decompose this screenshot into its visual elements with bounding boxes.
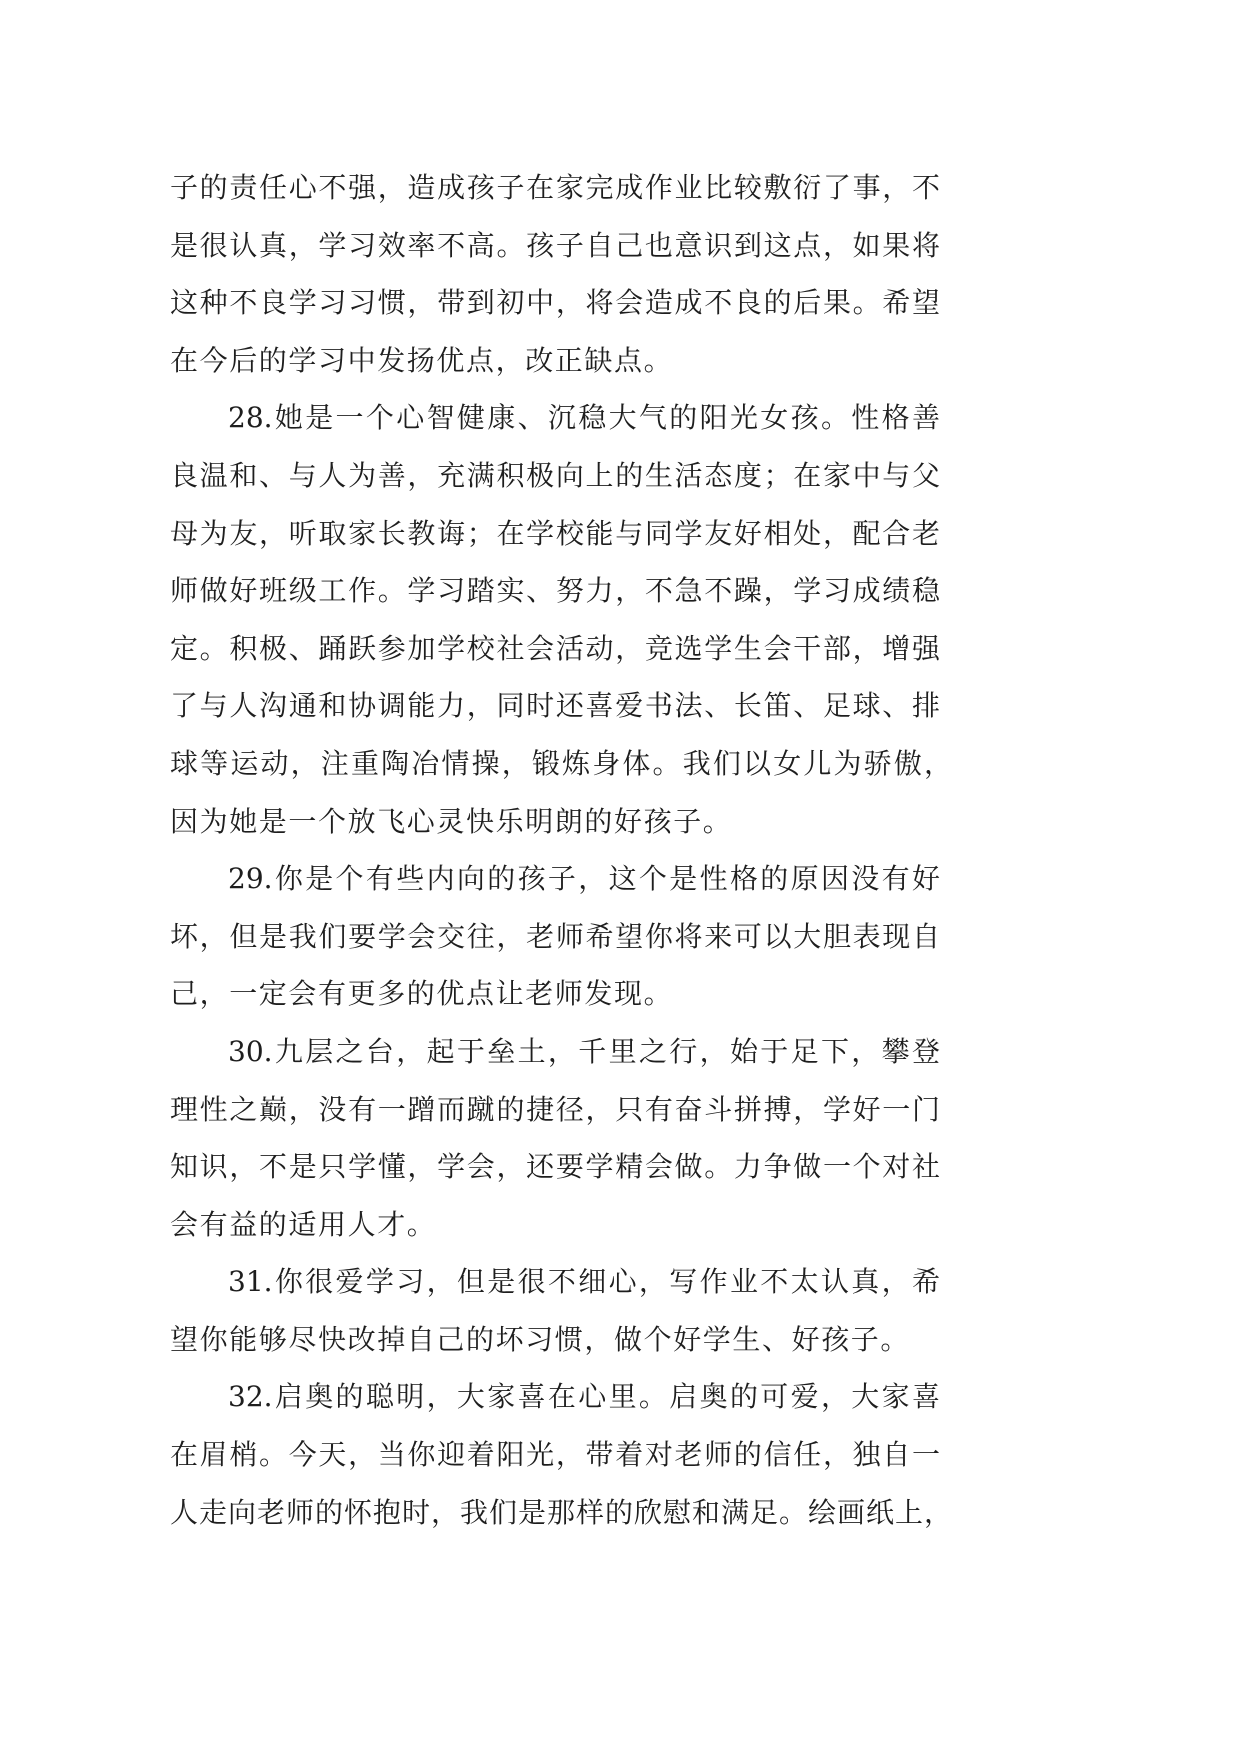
body-text <box>170 159 952 1541</box>
text-line: 望你能够尽快改掉自己的坏习惯，做个好学生、好孩子。 <box>170 1322 911 1356</box>
paragraph-31 <box>170 1253 940 1368</box>
text-line: 良温和、与人为善，充满积极向上的生活态度；在家中与父 <box>170 458 940 492</box>
text-line: 28.她是一个心智健康、沉稳大气的阳光女孩。性格善 <box>228 401 940 435</box>
text-line: 了与人沟通和协调能力，同时还喜爱书法、长笛、足球、排 <box>170 689 940 723</box>
text-line: 会有益的适用人才。 <box>170 1207 437 1241</box>
text-line: 29.你是个有些内向的孩子，这个是性格的原因没有好 <box>228 862 940 896</box>
text-line: 在眉梢。今天，当你迎着阳光，带着对老师的信任，独自一 <box>170 1438 940 1472</box>
text-line: 定。积极、踊跃参加学校社会活动，竞选学生会干部，增强 <box>170 631 940 665</box>
text-line: 在今后的学习中发扬优点，改正缺点。 <box>170 343 674 377</box>
text-line: 子的责任心不强，造成孩子在家完成作业比较敷衍了事，不 <box>170 171 940 204</box>
text-line: 30.九层之台，起于垒土，千里之行，始于足下，攀登 <box>228 1034 940 1068</box>
text-line: 这种不良学习习惯，带到初中，将会造成不良的后果。希望 <box>170 286 940 320</box>
text-line: 理性之巅，没有一蹭而蹴的捷径，只有奋斗拼搏，学好一门 <box>170 1092 940 1126</box>
text-line: 因为她是一个放飞心灵快乐明朗的好孩子。 <box>170 804 733 838</box>
paragraph-28 <box>170 389 952 850</box>
text-line: 母为友，听取家长教诲；在学校能与同学友好相处，配合老 <box>170 516 940 550</box>
text-line: 知识，不是只学懂，学会，还要学精会做。力争做一个对社 <box>170 1150 940 1184</box>
paragraph-continued <box>170 159 940 389</box>
paragraph-32 <box>170 1368 952 1541</box>
text-line: 是很认真，学习效率不高。孩子自己也意识到这点，如果将 <box>170 228 940 262</box>
paragraph-29 <box>170 850 940 1023</box>
text-line: 球等运动，注重陶冶情操，锻炼身体。我们以女儿为骄傲， <box>170 746 952 780</box>
text-line: 人走向老师的怀抱时，我们是那样的欣慰和满足。绘画纸上， <box>170 1495 952 1529</box>
text-line: 师做好班级工作。学习踏实、努力，不急不躁，学习成绩稳 <box>170 574 940 608</box>
text-line: 31.你很爱学习，但是很不细心，写作业不太认真，希 <box>228 1265 940 1299</box>
text-line: 坏，但是我们要学会交往，老师希望你将来可以大胆表现自 <box>170 919 940 953</box>
text-line: 己，一定会有更多的优点让老师发现。 <box>170 977 674 1011</box>
text-line: 32.启奥的聪明，大家喜在心里。启奥的可爱，大家喜 <box>228 1380 940 1414</box>
paragraph-30 <box>170 1023 940 1253</box>
